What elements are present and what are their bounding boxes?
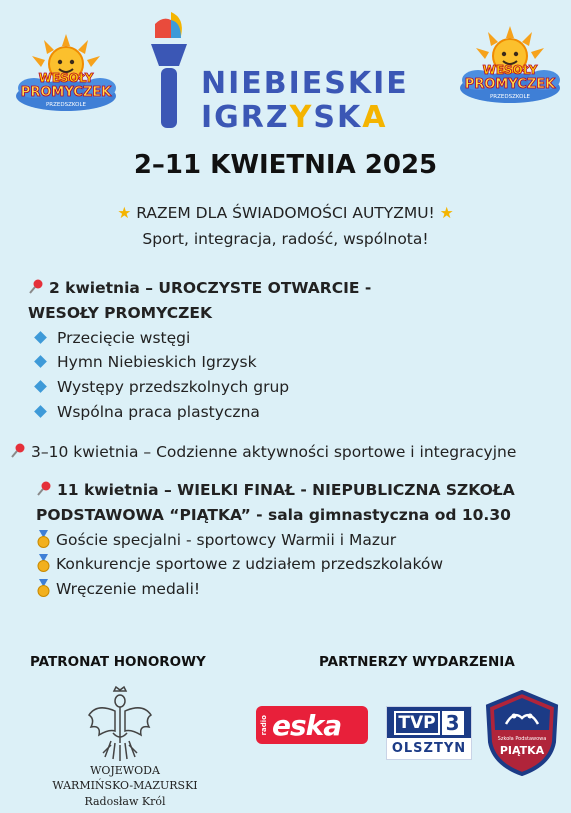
title-letter: I bbox=[201, 100, 215, 135]
tagline-line2: Sport, integracja, radość, wspólnota! bbox=[142, 230, 429, 248]
title-letter: R bbox=[240, 100, 266, 135]
event1 bbox=[28, 276, 371, 425]
logo-line1: WESOŁY bbox=[482, 63, 538, 77]
event3 bbox=[36, 478, 515, 602]
list-item-text: Przecięcie wstęgi bbox=[57, 328, 191, 347]
title-letter: S bbox=[313, 100, 338, 135]
radio-eska-logo bbox=[256, 706, 368, 744]
list-item-text: Wspólna praca plastyczna bbox=[57, 402, 260, 421]
partners-heading: PARTNERZY WYDARZENIA bbox=[319, 654, 515, 670]
title-letter: G bbox=[214, 100, 241, 135]
list-item bbox=[28, 375, 371, 400]
blue-diamond-icon bbox=[34, 331, 47, 344]
list-item bbox=[36, 577, 515, 602]
pushpin-icon bbox=[10, 443, 26, 459]
governor-region: WARMIŃSKO-MAZURSKI bbox=[52, 779, 198, 792]
medal-icon bbox=[36, 554, 51, 572]
list-item-text: Hymn Niebieskich Igrzysk bbox=[57, 353, 257, 372]
list-item-text: Konkurencje sportowe z udziałem przedszkolaków bbox=[56, 555, 444, 574]
logo-line2: PROMYCZEK bbox=[464, 77, 556, 92]
title-line2 bbox=[201, 100, 387, 135]
pushpin-icon bbox=[28, 279, 44, 295]
event3-list bbox=[36, 528, 515, 602]
tvp-number: 3 bbox=[442, 711, 464, 735]
blue-diamond-icon bbox=[34, 405, 47, 418]
title-letter: Z bbox=[265, 100, 290, 135]
event1-list bbox=[28, 326, 371, 425]
logo-line1: WESOŁY bbox=[38, 71, 94, 85]
wesoly-promyczek-logo-left bbox=[14, 32, 118, 116]
event-title bbox=[145, 8, 425, 138]
title-line1: NIEBIESKIE bbox=[201, 66, 409, 101]
medal-icon bbox=[36, 579, 51, 597]
blue-diamond-icon bbox=[34, 356, 47, 369]
tvp-brand: TVP bbox=[394, 711, 439, 735]
wesoly-promyczek-logo-right bbox=[458, 24, 562, 108]
school-piatka-shield-logo bbox=[484, 690, 560, 776]
event2-text: 3–10 kwietnia – Codzienne aktywności sportowe i integracyjne bbox=[31, 443, 517, 461]
tvp-city: OLSZTYN bbox=[391, 741, 467, 756]
tvp3-olsztyn-logo bbox=[386, 706, 472, 760]
tagline-line1 bbox=[0, 204, 571, 222]
logo-line3: PRZEDSZKOLE bbox=[489, 94, 531, 100]
governor-name: Radosław Król bbox=[84, 795, 166, 808]
blue-diamond-icon bbox=[34, 380, 47, 393]
tagline-text1: RAZEM DLA ŚWIADOMOŚCI AUTYZMU! bbox=[136, 204, 435, 222]
list-item bbox=[36, 552, 515, 577]
logo-line3: PRZEDSZKOLE bbox=[45, 102, 87, 108]
school-line1: Szkoła Podstawowa bbox=[497, 736, 547, 742]
medal-icon bbox=[36, 530, 51, 548]
patronage-heading: PATRONAT HONOROWY bbox=[30, 654, 206, 670]
pushpin-icon bbox=[36, 481, 52, 497]
governor-title: WOJEWODA bbox=[90, 764, 160, 777]
star-icon: ★ bbox=[117, 204, 132, 222]
title-letter: Y bbox=[289, 100, 314, 135]
event1-heading-line2: WESOŁY PROMYCZEK bbox=[28, 303, 212, 322]
list-item-text: Występy przedszkolnych grup bbox=[57, 378, 290, 397]
event1-heading-line1: 2 kwietnia – UROCZYSTE OTWARCIE - bbox=[28, 276, 371, 301]
logo-line2: PROMYCZEK bbox=[20, 85, 112, 100]
star-icon: ★ bbox=[439, 204, 454, 222]
list-item-text: Goście specjalni - sportowcy Warmii i Mazur bbox=[56, 530, 397, 549]
date-headline: 2–11 KWIETNIA 2025 bbox=[133, 150, 438, 180]
eagle-emblem-icon bbox=[85, 685, 155, 763]
list-item-text: Wręczenie medali! bbox=[56, 580, 201, 599]
school-line2: PIĄTKA bbox=[499, 744, 545, 757]
event2 bbox=[10, 440, 516, 465]
torch-icon bbox=[147, 10, 191, 134]
list-item bbox=[28, 326, 371, 351]
list-item bbox=[36, 528, 515, 553]
title-letter: A bbox=[362, 100, 388, 135]
list-item bbox=[28, 400, 371, 425]
event3-heading-line2: PODSTAWOWA “PIĄTKA” - sala gimnastyczna od 10.30 bbox=[36, 505, 511, 524]
event3-heading-line1: 11 kwietnia – WIELKI FINAŁ - NIEPUBLICZNA SZKOŁA bbox=[36, 478, 515, 503]
eska-radio-text: radio bbox=[260, 714, 268, 736]
title-letter: K bbox=[337, 100, 363, 135]
eska-word: eska bbox=[272, 708, 342, 742]
list-item bbox=[28, 350, 371, 375]
